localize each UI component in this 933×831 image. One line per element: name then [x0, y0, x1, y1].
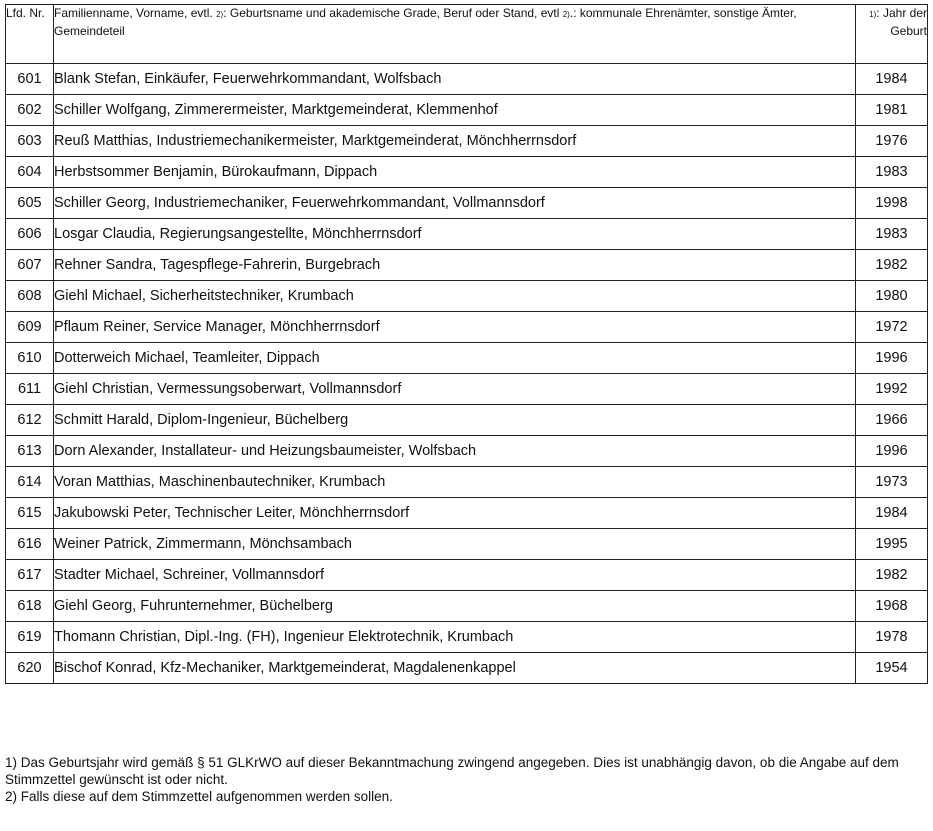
- row-number: 612: [6, 405, 54, 436]
- row-candidate: Blank Stefan, Einkäufer, Feuerwehrkommandant, Wolfsbach: [54, 64, 856, 95]
- row-birth-year: 1983: [856, 157, 928, 188]
- row-candidate: Giehl Georg, Fuhrunternehmer, Büchelberg: [54, 591, 856, 622]
- row-birth-year: 1995: [856, 529, 928, 560]
- row-number: 618: [6, 591, 54, 622]
- row-number: 605: [6, 188, 54, 219]
- row-birth-year: 1998: [856, 188, 928, 219]
- row-birth-year: 1996: [856, 343, 928, 374]
- table-row: [6, 312, 928, 343]
- row-candidate: Jakubowski Peter, Technischer Leiter, Mönchherrnsdorf: [54, 498, 856, 529]
- row-candidate: Voran Matthias, Maschinenbautechniker, Krumbach: [54, 467, 856, 498]
- row-number: 603: [6, 126, 54, 157]
- row-birth-year: 1992: [856, 374, 928, 405]
- header-name-part2: : Geburtsname und akademische Grade, Beruf oder Stand, evtl: [223, 6, 563, 20]
- table-row: [6, 436, 928, 467]
- row-birth-year: 1980: [856, 281, 928, 312]
- row-birth-year: 1973: [856, 467, 928, 498]
- row-birth-year: 1996: [856, 436, 928, 467]
- row-birth-year: 1982: [856, 560, 928, 591]
- row-candidate: Schmitt Harald, Diplom-Ingenieur, Büchelberg: [54, 405, 856, 436]
- table-row: [6, 622, 928, 653]
- footnote-2: 2) Falls diese auf dem Stimmzettel aufgenommen werden sollen.: [5, 789, 393, 804]
- table-row: [6, 467, 928, 498]
- row-candidate: Thomann Christian, Dipl.-Ing. (FH), Ingenieur Elektrotechnik, Krumbach: [54, 622, 856, 653]
- header-footnote-ref-2a: 2): [216, 10, 224, 19]
- table-row: [6, 529, 928, 560]
- row-number: 615: [6, 498, 54, 529]
- row-birth-year: 1983: [856, 219, 928, 250]
- row-birth-year: 1984: [856, 64, 928, 95]
- table-row: [6, 219, 928, 250]
- row-number: 610: [6, 343, 54, 374]
- header-footnote-ref-1: 1): [869, 10, 877, 19]
- header-lfd-nr: Lfd. Nr.: [6, 5, 54, 64]
- row-candidate: Giehl Christian, Vermessungsoberwart, Vollmannsdorf: [54, 374, 856, 405]
- table-row: [6, 498, 928, 529]
- row-candidate: Bischof Konrad, Kfz-Mechaniker, Marktgemeinderat, Magdalenenkappel: [54, 653, 856, 684]
- row-candidate: Weiner Patrick, Zimmermann, Mönchsambach: [54, 529, 856, 560]
- table-row: [6, 653, 928, 684]
- candidate-table: [5, 4, 928, 684]
- row-number: 611: [6, 374, 54, 405]
- row-candidate: Rehner Sandra, Tagespflege-Fahrerin, Burgebrach: [54, 250, 856, 281]
- row-birth-year: 1976: [856, 126, 928, 157]
- table-row: [6, 405, 928, 436]
- row-birth-year: 1968: [856, 591, 928, 622]
- row-candidate: Losgar Claudia, Regierungsangestellte, Mönchherrnsdorf: [54, 219, 856, 250]
- row-candidate: Herbstsommer Benjamin, Bürokaufmann, Dippach: [54, 157, 856, 188]
- row-number: 607: [6, 250, 54, 281]
- header-name-description: [54, 5, 856, 64]
- row-number: 614: [6, 467, 54, 498]
- row-number: 619: [6, 622, 54, 653]
- table-row: [6, 157, 928, 188]
- table-row: [6, 560, 928, 591]
- row-birth-year: 1966: [856, 405, 928, 436]
- header-footnote-ref-2b: 2): [562, 10, 570, 19]
- header-birth-year: [856, 5, 928, 64]
- table-row: [6, 591, 928, 622]
- table-row: [6, 343, 928, 374]
- table-header-row: [6, 5, 928, 64]
- row-birth-year: 1982: [856, 250, 928, 281]
- row-candidate: Schiller Georg, Industriemechaniker, Feuerwehrkommandant, Vollmannsdorf: [54, 188, 856, 219]
- table-row: [6, 281, 928, 312]
- row-number: 616: [6, 529, 54, 560]
- table-row: [6, 64, 928, 95]
- header-name-part1: Familienname, Vorname, evtl.: [54, 6, 217, 20]
- row-number: 604: [6, 157, 54, 188]
- table-body: [6, 64, 928, 684]
- footnotes: [5, 754, 925, 805]
- row-number: 617: [6, 560, 54, 591]
- table-row: [6, 374, 928, 405]
- table-row: [6, 126, 928, 157]
- table-row: [6, 188, 928, 219]
- row-candidate: Stadter Michael, Schreiner, Vollmannsdorf: [54, 560, 856, 591]
- row-birth-year: 1981: [856, 95, 928, 126]
- table-row: [6, 95, 928, 126]
- row-birth-year: 1954: [856, 653, 928, 684]
- footnote-1: 1) Das Geburtsjahr wird gemäß § 51 GLKrWO auf dieser Bekanntmachung zwingend angegeben. Dies ist unabhängig davon, ob die Angabe auf dem Stimmzettel gewünscht ist oder nicht.: [5, 755, 899, 787]
- row-number: 613: [6, 436, 54, 467]
- row-candidate: Giehl Michael, Sicherheitstechniker, Krumbach: [54, 281, 856, 312]
- table-row: [6, 250, 928, 281]
- row-number: 609: [6, 312, 54, 343]
- row-birth-year: 1978: [856, 622, 928, 653]
- row-candidate: Schiller Wolfgang, Zimmerermeister, Marktgemeinderat, Klemmenhof: [54, 95, 856, 126]
- row-number: 601: [6, 64, 54, 95]
- header-name-part3: .: kommunale Ehrenämter, sonstige Ämter, Gemeindeteil: [54, 6, 797, 38]
- row-candidate: Dotterweich Michael, Teamleiter, Dippach: [54, 343, 856, 374]
- row-number: 608: [6, 281, 54, 312]
- row-number: 602: [6, 95, 54, 126]
- row-birth-year: 1972: [856, 312, 928, 343]
- row-number: 606: [6, 219, 54, 250]
- row-birth-year: 1984: [856, 498, 928, 529]
- row-candidate: Dorn Alexander, Installateur- und Heizungsbaumeister, Wolfsbach: [54, 436, 856, 467]
- row-number: 620: [6, 653, 54, 684]
- row-candidate: Reuß Matthias, Industriemechanikermeister, Marktgemeinderat, Mönchherrnsdorf: [54, 126, 856, 157]
- row-candidate: Pflaum Reiner, Service Manager, Mönchherrnsdorf: [54, 312, 856, 343]
- header-year-label: : Jahr der Geburt: [876, 6, 927, 38]
